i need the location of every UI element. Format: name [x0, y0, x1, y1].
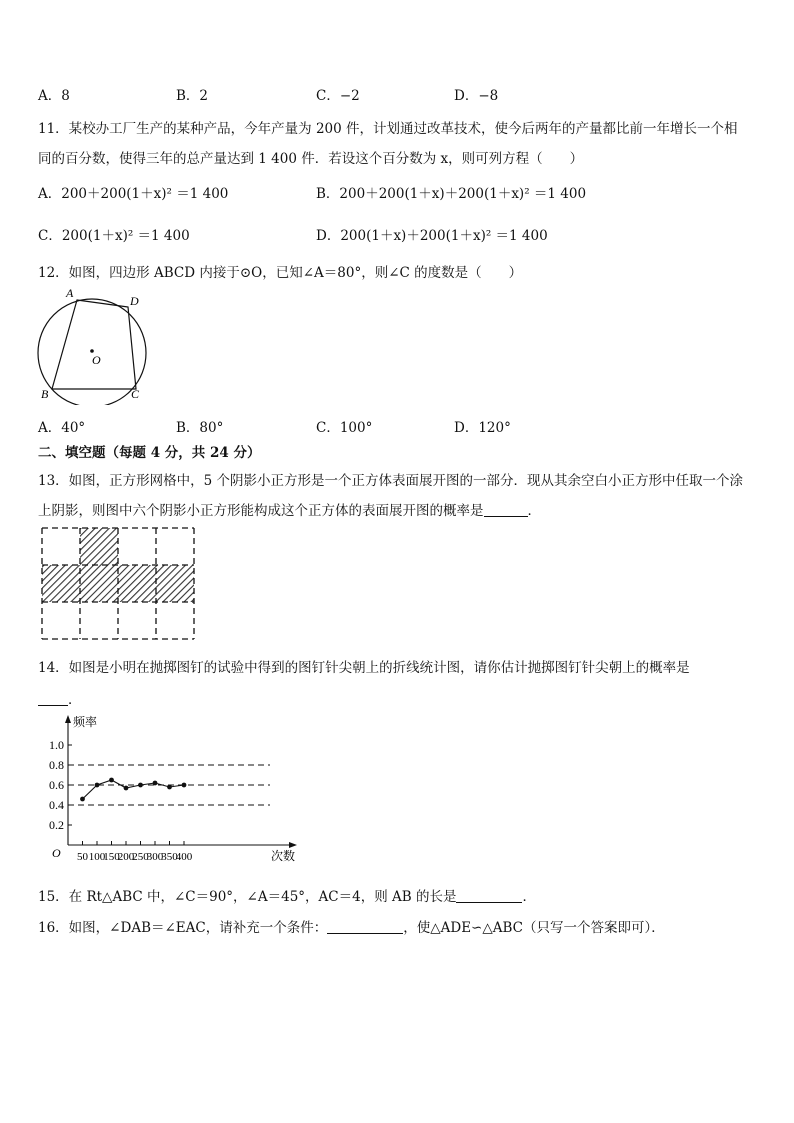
- q10-option-a: A．8: [38, 88, 70, 104]
- q16-stem-text: 16．如图，∠DAB＝∠EAC，请补充一个条件：: [38, 920, 328, 936]
- x-axis-arrow: [289, 842, 297, 848]
- x-tick-label: 200: [117, 851, 135, 863]
- q10-option-d: D．−8: [454, 88, 499, 104]
- quadrilateral-abcd: [52, 300, 136, 389]
- y-tick-label: 1.0: [49, 738, 64, 752]
- q15-stem-tail: ．: [522, 889, 536, 905]
- q12-stem: 12．如图，四边形 ABCD 内接于⊙O，已知∠A＝80°，则∠C 的度数是（ ）: [38, 265, 523, 281]
- x-axis-label: 次数: [271, 849, 296, 863]
- y-axis-arrow: [65, 715, 71, 723]
- q12-option-c: C．100°: [316, 420, 373, 436]
- data-point: [80, 797, 85, 802]
- q14-stem-tail: ．: [68, 692, 82, 708]
- label-c: C: [131, 387, 140, 401]
- x-tick-label: 250: [132, 851, 149, 863]
- label-o: O: [92, 353, 101, 367]
- q12-circle-figure: [30, 283, 160, 405]
- q10-option-b: B．2: [176, 88, 209, 104]
- data-point: [124, 786, 129, 791]
- shaded-cell: [118, 565, 156, 602]
- data-point: [109, 778, 114, 783]
- q16-stem: [38, 916, 665, 936]
- shaded-cell: [80, 565, 118, 602]
- q16-answer-blank[interactable]: [327, 919, 403, 934]
- q10-option-c: C．−2: [316, 88, 360, 104]
- q11-option-c: C．200(1＋x)² ＝1 400: [38, 228, 190, 244]
- q13-answer-blank[interactable]: [484, 502, 528, 517]
- x-tick-label: 50: [77, 851, 88, 863]
- q12-option-b: B．80°: [176, 420, 224, 436]
- data-point: [153, 781, 158, 786]
- shaded-cell: [80, 528, 118, 565]
- y-tick-label: 0.6: [49, 778, 64, 792]
- q13-stem-line2: [38, 499, 541, 519]
- y-tick-label: 0.2: [49, 818, 64, 832]
- q15-stem: [38, 885, 536, 905]
- label-d: D: [130, 294, 139, 308]
- q14-line-chart: [30, 712, 320, 868]
- origin-label: O: [52, 846, 61, 860]
- data-point: [182, 783, 187, 788]
- q16-stem-tail: ，使△ADE∽△ABC（只写一个答案即可）．: [403, 920, 665, 936]
- label-a: A: [66, 286, 74, 300]
- q13-stem-text: 上阴影，则图中六个阴影小正方形能构成这个正方体的表面展开图的概率是: [38, 503, 484, 519]
- q13-stem-line1: 13．如图，正方形网格中，5 个阴影小正方形是一个正方体表面展开图的一部分．现从其余空白小正方形中任取一个涂: [38, 473, 744, 489]
- q11-stem-line1: 11．某校办工厂生产的某种产品，今年产量为 200 件，计划通过改革技术，使今后两年的产量都比前一年增长一个相: [38, 121, 738, 137]
- q14-stem-line1: 14．如图是小明在抛掷图钉的试验中得到的图钉针尖朝上的折线统计图，请你估计抛掷图钉针尖朝上的概率是: [38, 660, 690, 676]
- x-tick-label: 400: [175, 851, 193, 863]
- section-heading-fill-in: 二、填空题（每题 4 分，共 24 分）: [38, 445, 261, 461]
- q11-option-d: D．200(1＋x)＋200(1＋x)² ＝1 400: [316, 228, 548, 244]
- q11-stem-line2: 同的百分数，使得三年的总产量达到 1 400 件．若设这个百分数为 x，则可列方程（ ）: [38, 151, 584, 167]
- y-tick-label: 0.8: [49, 758, 64, 772]
- label-b: B: [41, 387, 49, 401]
- y-tick-label: 0.4: [49, 798, 64, 812]
- x-tick-label: 350: [161, 851, 178, 863]
- q11-option-a: A．200＋200(1＋x)² ＝1 400: [38, 186, 229, 202]
- x-tick-label: 100: [88, 851, 106, 863]
- y-axis-label: 频率: [73, 715, 98, 729]
- x-tick-label: 300: [146, 851, 164, 863]
- q12-option-a: A．40°: [38, 420, 86, 436]
- shaded-cell: [156, 565, 194, 602]
- data-point: [95, 783, 100, 788]
- q15-answer-blank[interactable]: [456, 888, 522, 903]
- q15-stem-text: 15．在 Rt△ABC 中，∠C＝90°，∠A＝45°，AC＝4，则 AB 的长是: [38, 889, 457, 905]
- data-point: [167, 785, 172, 790]
- shaded-cell: [42, 565, 80, 602]
- q13-grid-figure: [40, 526, 196, 642]
- q12-option-d: D．120°: [454, 420, 511, 436]
- q14-stem-line2: [38, 688, 82, 708]
- x-tick-label: 150: [103, 851, 120, 863]
- q11-option-b: B．200＋200(1＋x)＋200(1＋x)² ＝1 400: [316, 186, 587, 202]
- q14-answer-blank[interactable]: [38, 691, 68, 706]
- data-point: [138, 783, 143, 788]
- q13-stem-tail: ．: [527, 503, 541, 519]
